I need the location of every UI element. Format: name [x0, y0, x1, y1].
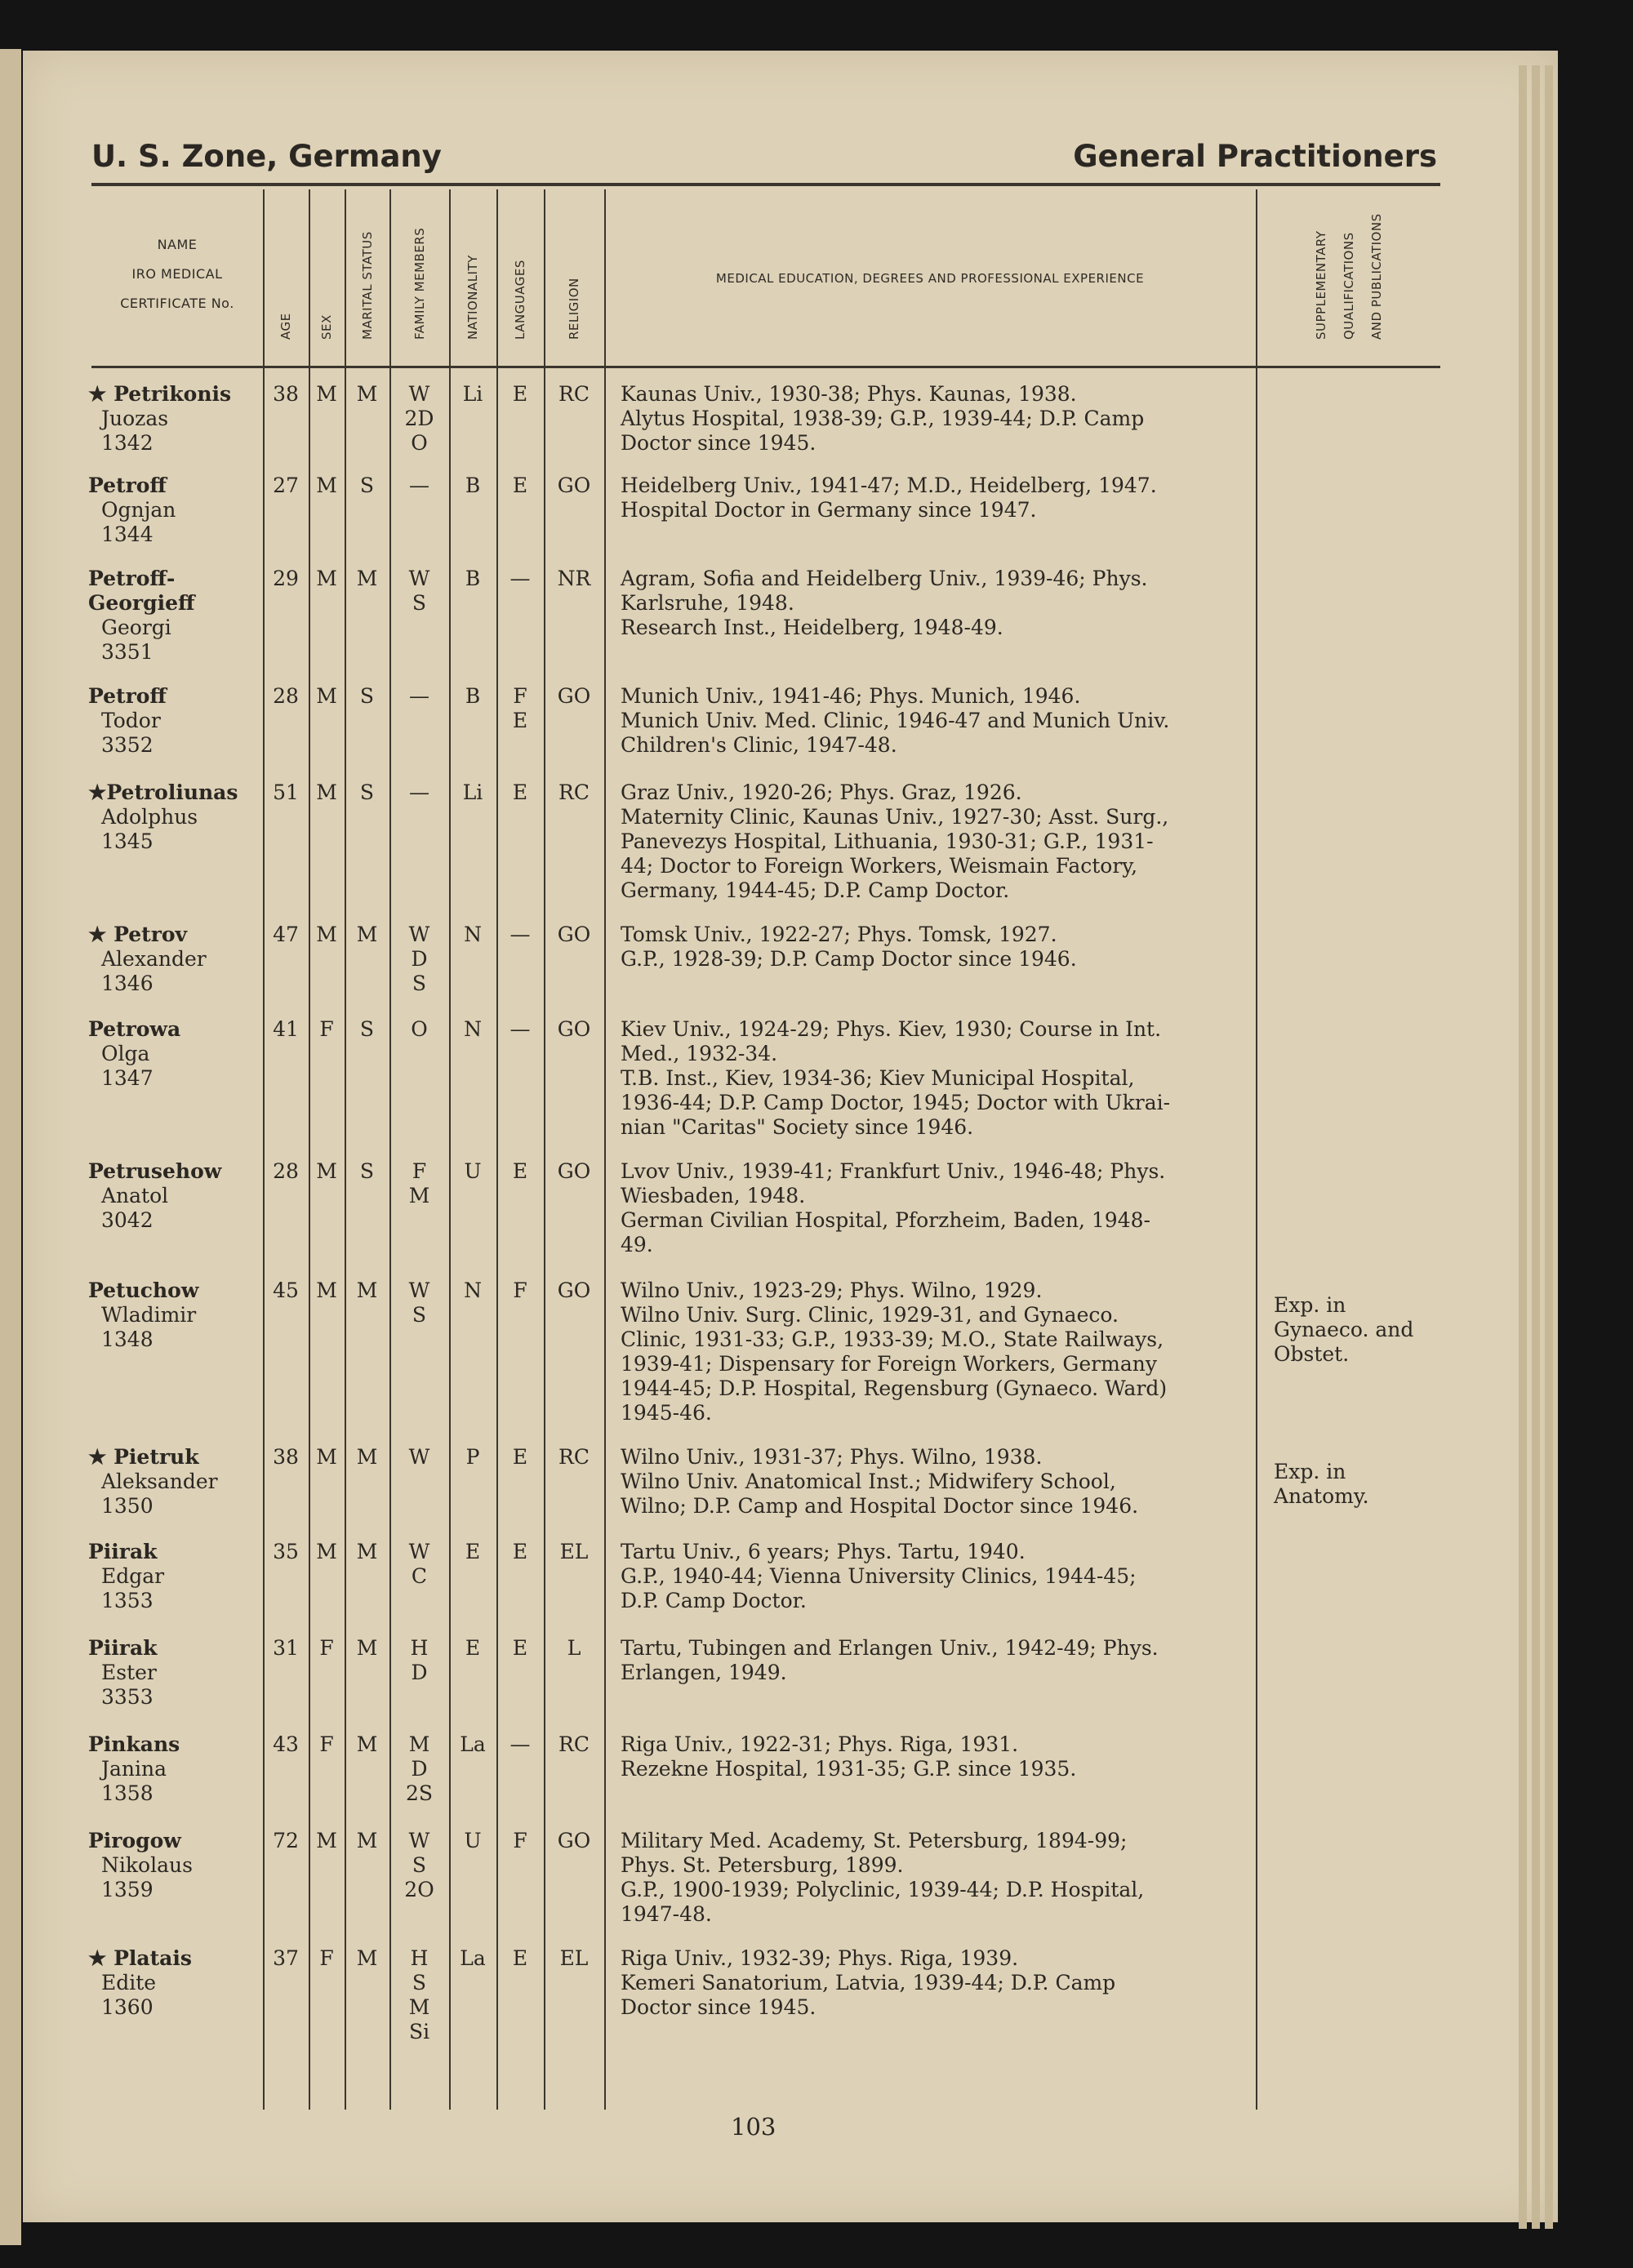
- nationality-cell: B: [465, 474, 481, 497]
- given-name: Aleksander: [101, 1470, 218, 1493]
- practitioner-name: [88, 1732, 268, 1806]
- sex-cell: M: [316, 382, 337, 406]
- religion-cell: GO: [557, 474, 591, 497]
- certificate-number: 1360: [101, 1995, 154, 2019]
- age-cell: 43: [273, 1732, 299, 1756]
- family-cell: W S: [408, 1279, 430, 1327]
- certificate-number: 1353: [101, 1589, 154, 1612]
- practitioner-name: [88, 474, 268, 547]
- nationality-cell: N: [464, 923, 482, 946]
- given-name: Georgi: [101, 616, 171, 639]
- practitioner-name: [88, 567, 268, 665]
- marital-cell: M: [356, 1732, 378, 1756]
- sex-cell: F: [319, 1946, 334, 1970]
- sex-cell: M: [316, 1279, 337, 1302]
- practitioner-name: [88, 1829, 268, 1902]
- age-cell: 28: [273, 684, 299, 708]
- languages-cell: F: [513, 1279, 527, 1302]
- education-experience: Kiev Univ., 1924-29; Phys. Kiev, 1930; Course in Int. Med., 1932-34. T.B. Inst., Kiev, 1934-36; Kiev Municipal Hospital, 1936-44; D.P. Camp Doctor, 1945; Doctor with Ukrai- nian "Caritas" Society since 1946.: [621, 1017, 1171, 1139]
- religion-cell: GO: [557, 1279, 591, 1302]
- certificate-number: 3042: [101, 1208, 154, 1232]
- nationality-cell: B: [465, 684, 481, 708]
- page-number: 103: [731, 2113, 776, 2141]
- nationality-cell: N: [464, 1017, 482, 1041]
- certificate-number: 1359: [101, 1878, 154, 1901]
- religion-cell: RC: [558, 1445, 590, 1469]
- practitioner-name: [88, 780, 268, 854]
- marital-cell: M: [356, 1829, 378, 1852]
- certificate-number: 1350: [101, 1494, 154, 1518]
- certificate-number: 1347: [101, 1066, 154, 1090]
- marital-cell: S: [359, 684, 375, 708]
- family-cell: —: [409, 780, 429, 804]
- religion-column-header: RELIGION: [567, 278, 581, 340]
- surname: Piirak: [88, 1540, 158, 1563]
- page-edge: [1519, 65, 1527, 2229]
- sex-cell: F: [319, 1636, 334, 1660]
- supplementary-column-header: SUPPLEMENTARY QUALIFICATIONS AND PUBLICATIONS: [1314, 213, 1384, 340]
- education-experience: Tomsk Univ., 1922-27; Phys. Tomsk, 1927. G.P., 1928-39; D.P. Camp Doctor since 1946.: [621, 923, 1077, 971]
- certificate-number: 1345: [101, 829, 154, 853]
- nationality-column-header: NATIONALITY: [465, 255, 480, 340]
- sex-cell: F: [319, 1017, 334, 1041]
- age-column-header: AGE: [278, 313, 293, 340]
- marital-cell: M: [356, 1540, 378, 1563]
- given-name: Wladimir: [101, 1303, 197, 1327]
- surname: ★ Petrikonis: [88, 382, 232, 406]
- family-cell: W 2D O: [404, 382, 434, 455]
- religion-cell: RC: [558, 382, 590, 406]
- certificate-number: 3353: [101, 1685, 154, 1709]
- education-experience: Kaunas Univ., 1930-38; Phys. Kaunas, 1938. Alytus Hospital, 1938-39; G.P., 1939-44; D.P. Camp Doctor since 1945.: [621, 382, 1145, 455]
- family-cell: O: [411, 1017, 428, 1041]
- religion-cell: GO: [557, 1159, 591, 1183]
- nationality-cell: B: [465, 567, 481, 590]
- given-name: Adolphus: [101, 805, 198, 829]
- nationality-cell: E: [465, 1636, 481, 1660]
- religion-cell: GO: [557, 684, 591, 708]
- age-cell: 28: [273, 1159, 299, 1183]
- marital-cell: S: [359, 474, 375, 497]
- sex-cell: F: [319, 1732, 334, 1756]
- education-experience: Munich Univ., 1941-46; Phys. Munich, 1946. Munich Univ. Med. Clinic, 1946-47 and Munich Univ. Children's Clinic, 1947-48.: [621, 684, 1170, 757]
- supplementary-qualifications: Exp. in Anatomy.: [1274, 1460, 1369, 1508]
- nationality-cell: E: [465, 1540, 481, 1563]
- education-experience: Riga Univ., 1922-31; Phys. Riga, 1931. Rezekne Hospital, 1931-35; G.P. since 1935.: [621, 1732, 1077, 1781]
- education-experience: Military Med. Academy, St. Petersburg, 1894-99; Phys. St. Petersburg, 1899. G.P., 1900-1939; Polyclinic, 1939-44; D.P. Hospital, 1947-48.: [621, 1829, 1145, 1926]
- languages-cell: —: [509, 1732, 531, 1756]
- sex-cell: M: [316, 1159, 337, 1183]
- surname: ★Petroliunas: [88, 780, 238, 804]
- certificate-number: 1342: [101, 431, 154, 455]
- surname: Piirak: [88, 1636, 158, 1660]
- given-name: Anatol: [101, 1184, 169, 1207]
- surname-continued: Georgieff: [88, 591, 195, 615]
- surname: Pirogow: [88, 1829, 181, 1852]
- religion-cell: NR: [557, 567, 591, 590]
- sex-cell: M: [316, 684, 337, 708]
- given-name: Ognjan: [101, 498, 176, 522]
- education-experience: Agram, Sofia and Heidelberg Univ., 1939-46; Phys. Karlsruhe, 1948. Research Inst., Heidelberg, 1948-49.: [621, 567, 1148, 639]
- family-cell: W S: [408, 567, 430, 615]
- nationality-cell: N: [464, 1279, 482, 1302]
- header-rule: [91, 183, 1440, 186]
- practitioner-name: [88, 923, 268, 996]
- education-experience: Tartu Univ., 6 years; Phys. Tartu, 1940. G.P., 1940-44; Vienna University Clinics, 1944-45; D.P. Camp Doctor.: [621, 1540, 1137, 1612]
- education-experience: Heidelberg Univ., 1941-47; M.D., Heidelberg, 1947. Hospital Doctor in Germany since 1947.: [621, 474, 1157, 522]
- age-cell: 35: [273, 1540, 299, 1563]
- practitioner-name: [88, 1946, 268, 2020]
- page-edge: [1532, 65, 1540, 2229]
- age-cell: 27: [273, 474, 299, 497]
- languages-cell: E: [512, 1636, 528, 1660]
- age-cell: 38: [273, 1445, 299, 1469]
- family-cell: H D: [410, 1636, 429, 1684]
- education-experience: Wilno Univ., 1931-37; Phys. Wilno, 1938. Wilno Univ. Anatomical Inst.; Midwifery School, Wilno; D.P. Camp and Hospital Doctor since 1946.: [621, 1445, 1139, 1518]
- certificate-number: 3352: [101, 733, 154, 757]
- religion-cell: EL: [559, 1946, 589, 1970]
- column-divider: [604, 189, 606, 2110]
- certificate-number: 1348: [101, 1327, 154, 1351]
- languages-cell: F E: [512, 684, 528, 732]
- certificate-number: 3351: [101, 640, 154, 664]
- practitioner-name: [88, 1540, 268, 1613]
- family-cell: F M: [408, 1159, 430, 1207]
- marital-cell: M: [356, 1279, 378, 1302]
- surname: ★ Platais: [88, 1946, 192, 1970]
- surname: Petroff: [88, 474, 167, 497]
- supplementary-qualifications: Exp. in Gynaeco. and Obstet.: [1274, 1293, 1414, 1366]
- given-name: Alexander: [101, 947, 207, 971]
- marital-cell: M: [356, 1946, 378, 1970]
- surname: ★ Petrov: [88, 923, 188, 946]
- religion-cell: EL: [559, 1540, 589, 1563]
- given-name: Janina: [101, 1757, 167, 1781]
- given-name: Edite: [101, 1971, 157, 1995]
- nationality-cell: Li: [462, 780, 483, 804]
- practitioner-name: [88, 1159, 268, 1233]
- sex-cell: M: [316, 567, 337, 590]
- certificate-number: 1358: [101, 1781, 154, 1805]
- religion-cell: RC: [558, 780, 590, 804]
- education-experience: Lvov Univ., 1939-41; Frankfurt Univ., 1946-48; Phys. Wiesbaden, 1948. German Civilian Hospital, Pforzheim, Baden, 1948- 49.: [621, 1159, 1166, 1256]
- family-cell: —: [409, 684, 429, 708]
- sex-cell: M: [316, 1829, 337, 1852]
- marital-cell: M: [356, 923, 378, 946]
- languages-cell: —: [509, 567, 531, 590]
- education-column-header: MEDICAL EDUCATION, DEGREES AND PROFESSIONAL EXPERIENCE: [715, 271, 1145, 286]
- languages-cell: —: [509, 923, 531, 946]
- section-header: General Practitioners: [1073, 139, 1437, 174]
- age-cell: 29: [273, 567, 299, 590]
- marital-cell: S: [359, 780, 375, 804]
- education-experience: Riga Univ., 1932-39; Phys. Riga, 1939. Kemeri Sanatorium, Latvia, 1939-44; D.P. Camp Doctor since 1945.: [621, 1946, 1116, 2019]
- surname: Pinkans: [88, 1732, 180, 1756]
- age-cell: 45: [273, 1279, 299, 1302]
- marital-cell: M: [356, 382, 378, 406]
- practitioner-name: [88, 1279, 268, 1352]
- column-header-rule: [91, 366, 1440, 368]
- marital-cell: M: [356, 1636, 378, 1660]
- age-cell: 72: [273, 1829, 299, 1852]
- practitioner-name: [88, 684, 268, 758]
- age-cell: 47: [273, 923, 299, 946]
- age-cell: 31: [273, 1636, 299, 1660]
- given-name: Edgar: [101, 1564, 165, 1588]
- family-cell: W: [408, 1445, 430, 1469]
- languages-cell: E: [512, 1540, 528, 1563]
- sex-cell: M: [316, 780, 337, 804]
- religion-cell: GO: [557, 1017, 591, 1041]
- sex-cell: M: [316, 1540, 337, 1563]
- name-column-header: NAME IRO MEDICAL CERTIFICATE No.: [120, 237, 234, 311]
- sex-column-header: SEX: [319, 314, 334, 340]
- languages-cell: —: [509, 1017, 531, 1041]
- surname: Petuchow: [88, 1279, 199, 1302]
- family-cell: —: [409, 474, 429, 497]
- marital-cell: M: [356, 567, 378, 590]
- age-cell: 51: [273, 780, 299, 804]
- given-name: Todor: [101, 709, 161, 732]
- certificate-number: 1346: [101, 972, 154, 995]
- languages-cell: E: [512, 1445, 528, 1469]
- nationality-cell: U: [464, 1829, 482, 1852]
- practitioner-name: [88, 382, 268, 456]
- surname: Petroff-: [88, 567, 176, 590]
- languages-cell: E: [512, 382, 528, 406]
- education-experience: Graz Univ., 1920-26; Phys. Graz, 1926. Maternity Clinic, Kaunas Univ., 1927-30; Asst. Surg., Panevezys Hospital, Lithuania, 1930-31; G.P., 1931- 44; Doctor to Foreign Workers, Weismain Factory, Germany, 1944-45; D.P. Camp Doctor.: [621, 780, 1169, 902]
- marital-cell: M: [356, 1445, 378, 1469]
- surname: ★ Pietruk: [88, 1445, 199, 1469]
- practitioner-name: [88, 1445, 268, 1519]
- family-cell: W S 2O: [404, 1829, 434, 1901]
- education-experience: Tartu, Tubingen and Erlangen Univ., 1942-49; Phys. Erlangen, 1949.: [621, 1636, 1159, 1684]
- marital-cell: S: [359, 1159, 375, 1183]
- religion-cell: RC: [558, 1732, 590, 1756]
- surname: Petroff: [88, 684, 167, 708]
- languages-column-header: LANGUAGES: [513, 260, 527, 340]
- languages-cell: E: [512, 780, 528, 804]
- education-experience: Wilno Univ., 1923-29; Phys. Wilno, 1929. Wilno Univ. Surg. Clinic, 1929-31, and Gynaeco. Clinic, 1931-33; G.P., 1933-39; M.O., State Railways, 1939-41; Dispensary for Foreign Workers, Germany 1944-45; D.P. Hospital, Regensburg (Gynaeco. Ward) 1945-46.: [621, 1279, 1168, 1425]
- family-members-column-header: FAMILY MEMBERS: [412, 227, 427, 340]
- practitioner-name: [88, 1017, 268, 1091]
- nationality-cell: Li: [462, 382, 483, 406]
- given-name: Ester: [101, 1661, 157, 1684]
- previous-page-edge: [0, 49, 21, 2245]
- surname: Petrowa: [88, 1017, 181, 1041]
- age-cell: 41: [273, 1017, 299, 1041]
- practitioner-name: [88, 1636, 268, 1710]
- page-edge: [1545, 65, 1553, 2229]
- languages-cell: E: [512, 1159, 528, 1183]
- marital-cell: S: [359, 1017, 375, 1041]
- zone-header: U. S. Zone, Germany: [91, 139, 442, 174]
- family-cell: W C: [408, 1540, 430, 1588]
- given-name: Nikolaus: [101, 1853, 193, 1877]
- religion-cell: L: [567, 1636, 581, 1660]
- age-cell: 37: [273, 1946, 299, 1970]
- given-name: Juozas: [101, 407, 169, 430]
- nationality-cell: La: [460, 1946, 486, 1970]
- nationality-cell: P: [465, 1445, 480, 1469]
- family-cell: W D S: [408, 923, 430, 995]
- languages-cell: E: [512, 474, 528, 497]
- sex-cell: M: [316, 1445, 337, 1469]
- nationality-cell: La: [460, 1732, 486, 1756]
- marital-status-column-header: MARITAL STATUS: [359, 231, 375, 340]
- languages-cell: E: [512, 1946, 528, 1970]
- sex-cell: M: [316, 923, 337, 946]
- family-cell: M D 2S: [405, 1732, 434, 1805]
- age-cell: 38: [273, 382, 299, 406]
- sex-cell: M: [316, 474, 337, 497]
- languages-cell: F: [513, 1829, 527, 1852]
- nationality-cell: U: [464, 1159, 482, 1183]
- surname: Petrusehow: [88, 1159, 222, 1183]
- family-cell: H S M Si: [408, 1946, 430, 2043]
- religion-cell: GO: [557, 923, 591, 946]
- religion-cell: GO: [557, 1829, 591, 1852]
- certificate-number: 1344: [101, 523, 154, 546]
- given-name: Olga: [101, 1042, 150, 1065]
